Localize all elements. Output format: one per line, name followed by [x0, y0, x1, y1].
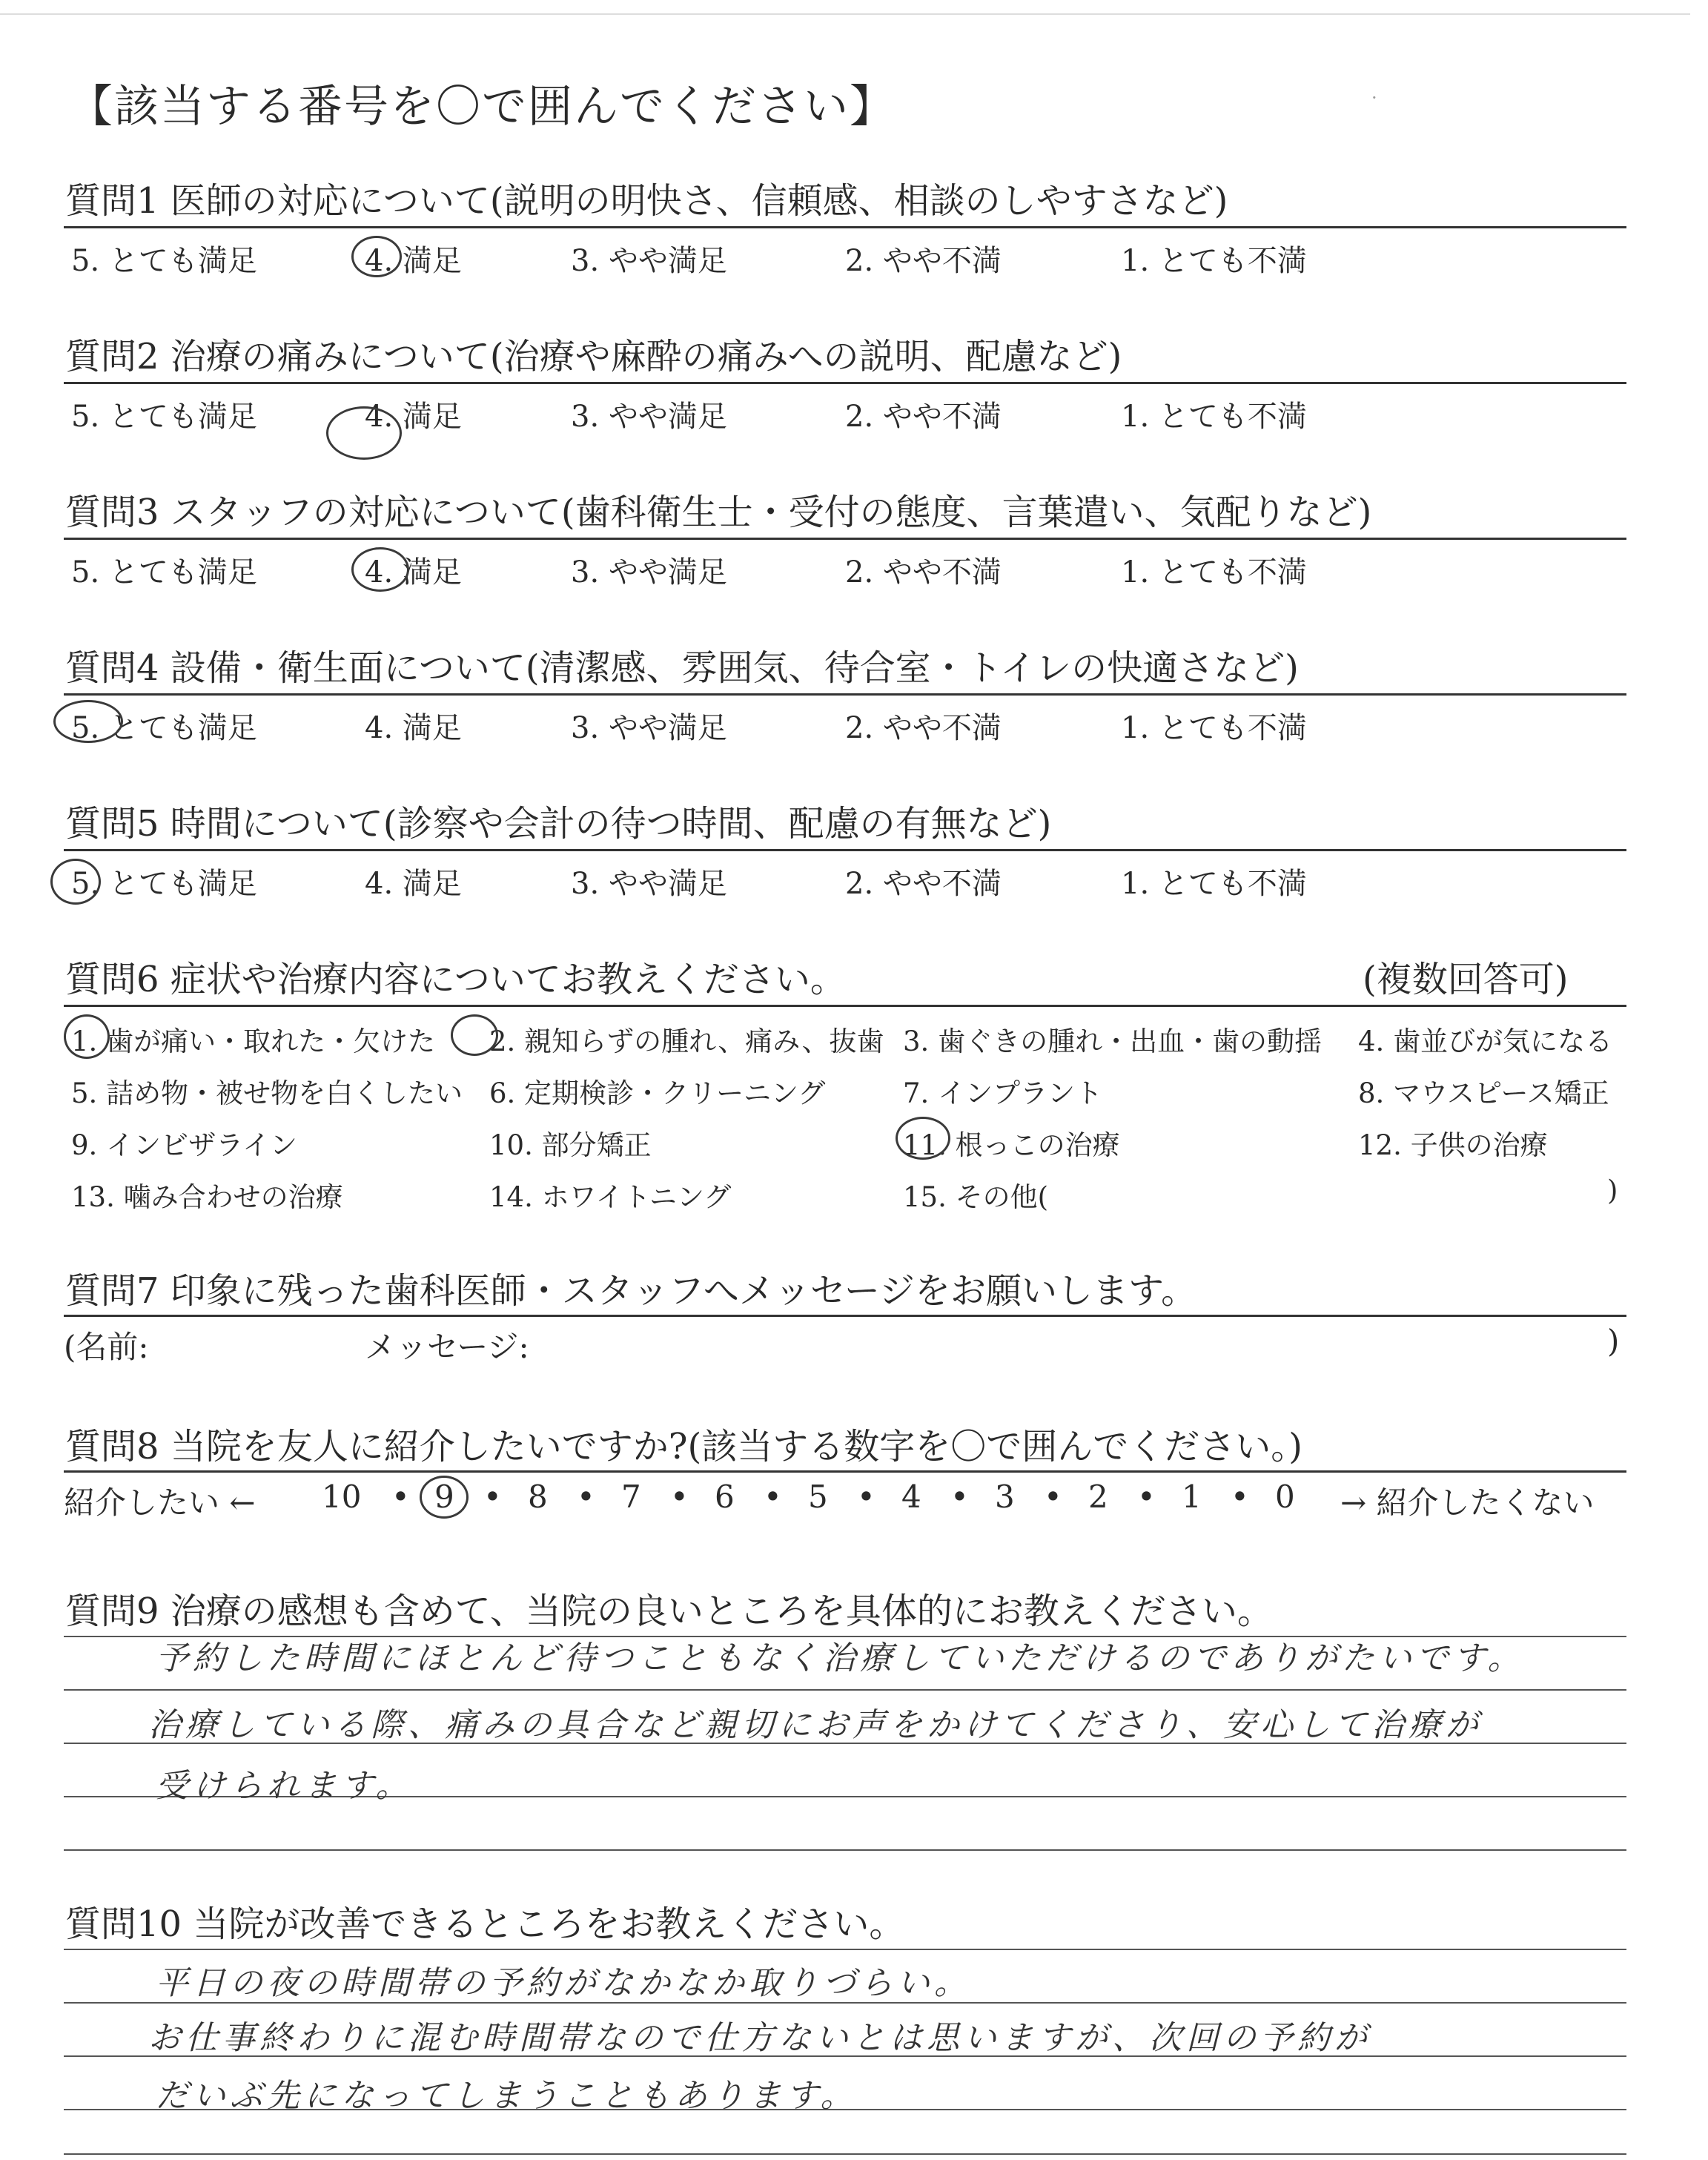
q6-option-14[interactable]: 14. ホワイトニング	[489, 1181, 732, 1213]
q6-title: 質問6 症状や治療内容についてお教えください。	[65, 959, 846, 1000]
q7-title: 質問7 印象に残った歯科医師・スタッフへメッセージをお願いします。	[65, 1270, 1197, 1312]
q10-answer-line-2: お仕事終わりに混む時間帯なので仕方ないとは思いますが、次回の予約が	[148, 2019, 1371, 2057]
q5-option-1[interactable]: 1. とても不満	[1121, 867, 1307, 901]
q4-option-4[interactable]: 4. 満足	[365, 711, 462, 745]
q6-other-close-paren: )	[1607, 1175, 1618, 1206]
q6-option-8[interactable]: 8. マウスピース矯正	[1358, 1077, 1609, 1109]
scan-top-border	[0, 13, 1690, 15]
q3-rule	[64, 538, 1626, 540]
q2-option-2[interactable]: 2. やや不満	[845, 400, 1002, 434]
q3-circle-mark	[351, 547, 409, 592]
q8-number-8[interactable]: 8	[528, 1479, 548, 1515]
q2-option-4[interactable]: 4. 満足	[365, 400, 462, 434]
q8-circle-mark	[420, 1476, 469, 1519]
q5-circle-mark	[50, 859, 101, 905]
q6-option-15[interactable]: 15. その他(	[903, 1181, 1049, 1213]
q8-dot: •	[857, 1479, 875, 1515]
q1-circle-mark	[351, 236, 402, 277]
q1-option-1[interactable]: 1. とても不満	[1121, 244, 1307, 278]
q6-option-3[interactable]: 3. 歯ぐきの腫れ・出血・歯の動揺	[903, 1025, 1323, 1057]
q5-option-2[interactable]: 2. やや不満	[845, 867, 1002, 901]
q8-title: 質問8 当院を友人に紹介したいですか?(該当する数字を〇で囲んでください。)	[65, 1426, 1302, 1467]
q4-option-2[interactable]: 2. やや不満	[845, 711, 1002, 745]
instruction-header: 【該当する番号を〇で囲んでください】	[68, 81, 896, 133]
q5-option-5[interactable]: 5. とても満足	[71, 867, 257, 901]
q10-answer-line-3: だいぶ先になってしまうこともあります。	[156, 2077, 858, 2115]
q8-number-4[interactable]: 4	[901, 1479, 921, 1515]
q8-dot: •	[670, 1479, 689, 1515]
q8-number-1[interactable]: 1	[1182, 1479, 1202, 1515]
q10-answer-line-1: 平日の夜の時間帯の予約がなかなか取りづらい。	[156, 1964, 971, 2002]
q6-option-5[interactable]: 5. 詰め物・被せ物を白くしたい	[71, 1077, 463, 1109]
q2-circle-mark	[326, 406, 402, 460]
q2-option-5[interactable]: 5. とても満足	[71, 400, 257, 434]
q8-dot: •	[483, 1479, 502, 1515]
q9-answer-line-3: 受けられます。	[156, 1767, 413, 1805]
q9-answer-line-1: 予約した時間にほとんど待つこともなく治療していただけるのでありがたいです。	[156, 1639, 1525, 1677]
q6-option-2[interactable]: 2. 親知らずの腫れ、痛み、抜歯	[489, 1025, 884, 1057]
q4-option-1[interactable]: 1. とても不満	[1121, 711, 1307, 745]
q8-left-label: 紹介したい ←	[64, 1484, 256, 1521]
q1-option-3[interactable]: 3. やや満足	[571, 244, 727, 278]
q8-dot: •	[1137, 1479, 1156, 1515]
q6-multiple-note: (複数回答可)	[1363, 959, 1569, 1000]
q8-dot: •	[1231, 1479, 1249, 1515]
q8-rule	[64, 1470, 1626, 1473]
q9-line-5	[64, 1849, 1626, 1851]
q1-rule	[64, 226, 1626, 228]
q7-name-label: (名前:	[64, 1329, 149, 1365]
q3-option-1[interactable]: 1. とても不満	[1121, 555, 1307, 589]
q3-option-5[interactable]: 5. とても満足	[71, 555, 257, 589]
q5-title: 質問5 時間について(診察や会計の待つ時間、配慮の有無など)	[65, 803, 1052, 845]
q10-title: 質問10 当院が改善できるところをお教えください。	[65, 1903, 905, 1945]
q9-line-2	[64, 1689, 1626, 1691]
scan-speck: ·	[1371, 87, 1377, 108]
q6-option-13[interactable]: 13. 噛み合わせの治療	[71, 1181, 343, 1213]
q6-circle-mark-11	[896, 1117, 950, 1160]
q1-title: 質問1 医師の対応について(説明の明快さ、信頼感、相談のしやすさなど)	[65, 180, 1228, 222]
q8-number-7[interactable]: 7	[621, 1479, 641, 1515]
q6-option-4[interactable]: 4. 歯並びが気になる	[1358, 1025, 1613, 1057]
q6-option-10[interactable]: 10. 部分矯正	[489, 1129, 652, 1161]
q9-title: 質問9 治療の感想も含めて、当院の良いところを具体的にお教えください。	[65, 1591, 1273, 1632]
q6-option-6[interactable]: 6. 定期検診・クリーニング	[489, 1077, 826, 1109]
q10-line-1	[64, 1949, 1626, 1950]
q9-answer-line-2: 治療している際、痛みの具合など親切にお声をかけてくださり、安心して治療が	[148, 1706, 1483, 1744]
q10-line-5	[64, 2153, 1626, 2155]
q5-option-3[interactable]: 3. やや満足	[571, 867, 727, 901]
q1-option-5[interactable]: 5. とても満足	[71, 244, 257, 278]
q4-title: 質問4 設備・衛生面について(清潔感、雰囲気、待合室・トイレの快適さなど)	[65, 647, 1299, 689]
q8-number-6[interactable]: 6	[715, 1479, 735, 1515]
q7-message-label: メッセージ:	[365, 1329, 529, 1365]
q7-close-paren: )	[1607, 1323, 1620, 1359]
q8-dot: •	[764, 1479, 782, 1515]
q8-dot: •	[950, 1479, 969, 1515]
q8-number-2[interactable]: 2	[1088, 1479, 1108, 1515]
q8-number-5[interactable]: 5	[808, 1479, 828, 1515]
q8-dot: •	[1044, 1479, 1062, 1515]
q4-option-5[interactable]: 5. とても満足	[71, 711, 257, 745]
q2-option-3[interactable]: 3. やや満足	[571, 400, 727, 434]
q6-option-11[interactable]: 11. 根っこの治療	[903, 1129, 1120, 1161]
q8-number-3[interactable]: 3	[995, 1479, 1015, 1515]
q4-option-3[interactable]: 3. やや満足	[571, 711, 727, 745]
q6-option-12[interactable]: 12. 子供の治療	[1358, 1129, 1548, 1161]
q3-option-4[interactable]: 4. 満足	[365, 555, 462, 589]
q8-number-9[interactable]: 9	[434, 1479, 454, 1515]
q8-dot: •	[391, 1479, 410, 1515]
q2-rule	[64, 382, 1626, 384]
q3-option-2[interactable]: 2. やや不満	[845, 555, 1002, 589]
q6-option-1[interactable]: 1. 歯が痛い・取れた・欠けた	[71, 1025, 436, 1057]
q6-option-9[interactable]: 9. インビザライン	[71, 1129, 297, 1161]
q6-rule	[64, 1005, 1626, 1007]
q3-option-3[interactable]: 3. やや満足	[571, 555, 727, 589]
q6-circle-mark-2	[451, 1014, 498, 1056]
q4-rule	[64, 693, 1626, 696]
q1-option-4[interactable]: 4. 満足	[365, 244, 462, 278]
q3-title: 質問3 スタッフの対応について(歯科衛生士・受付の態度、言葉遣い、気配りなど)	[65, 492, 1372, 533]
q8-dot: •	[577, 1479, 595, 1515]
q8-right-label: → 紹介したくない	[1340, 1484, 1595, 1521]
q5-rule	[64, 849, 1626, 851]
q6-option-7[interactable]: 7. インプラント	[903, 1077, 1103, 1109]
q8-number-10[interactable]: 10	[322, 1479, 362, 1515]
q4-circle-mark	[53, 700, 123, 743]
q8-number-0[interactable]: 0	[1275, 1479, 1295, 1515]
q1-option-2[interactable]: 2. やや不満	[845, 244, 1002, 278]
q2-title: 質問2 治療の痛みについて(治療や麻酔の痛みへの説明、配慮など)	[65, 336, 1122, 377]
q7-rule	[64, 1315, 1626, 1317]
q2-option-1[interactable]: 1. とても不満	[1121, 400, 1307, 434]
q5-option-4[interactable]: 4. 満足	[365, 867, 462, 901]
q6-circle-mark-1	[64, 1014, 110, 1059]
